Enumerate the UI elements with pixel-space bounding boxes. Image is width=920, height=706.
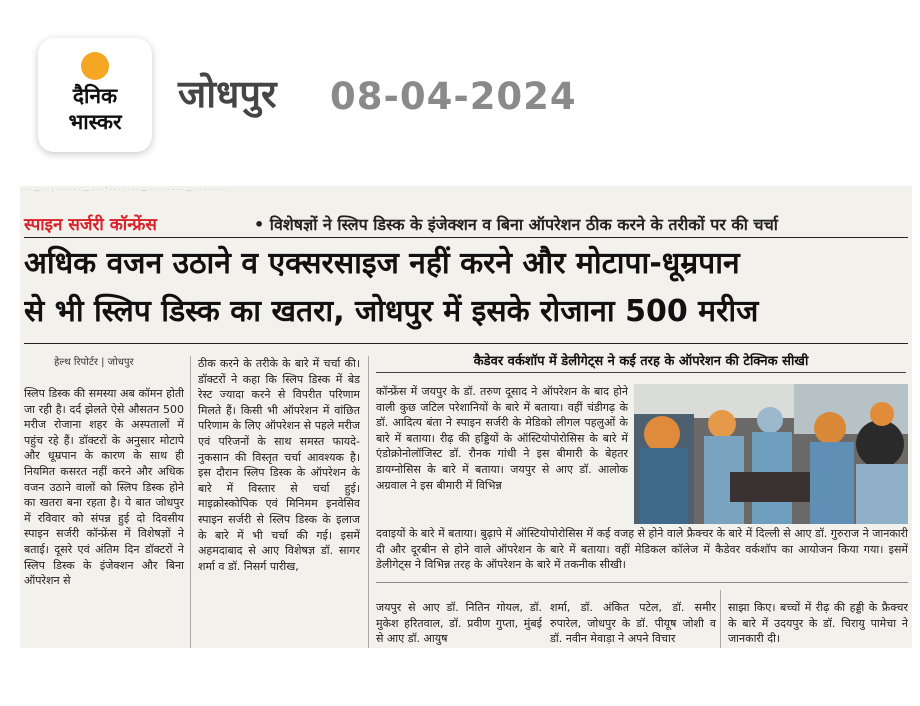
article-column-6: साझा किए। बच्चों में रीढ़ की हड्डी के फ्रैक्चर के बारे में उदयपुर के डॉ. चिरायु पामेचा ने जानकारी दी। bbox=[728, 601, 908, 646]
logo-line2: भास्कर bbox=[68, 110, 122, 134]
workshop-photo-image bbox=[634, 384, 908, 524]
kicker-rule bbox=[24, 237, 908, 238]
column-divider bbox=[720, 590, 721, 648]
byline: हेल्थ रिपोर्टर | जोधपुर bbox=[54, 357, 134, 368]
headline-line1: अधिक वजन उठाने व एक्सरसाइज नहीं करने और मोटापा-धूम्रपान bbox=[24, 246, 740, 281]
sun-icon bbox=[81, 52, 109, 80]
article-column-3: कॉन्फ्रेंस में जयपुर के डॉ. तरुण दूसाद ने ऑपरेशन के बाद होने वाली कुछ जटिल परेशानियों के बारे में बताया। वहीं चंडीगढ़ के डॉ. आदित्य बंता ने स्पाइन सर्जरी के मेडिको लीगल पहलुओं के बारे में बताया। रीढ़ की हड्डियों के ऑस्टियोपोरोसिस के बारे में एंडोक्रोनोलॉजिस्ट डॉ. रौनक गांधी ने इस बीमारी के बेहतर डायग्नोसिस के बारे में बताया। जयपुर से आए डॉ. आलोक अग्रवाल ने इस बीमारी में विभिन्न bbox=[376, 385, 628, 492]
article-column-2: ठीक करने के तरीके के बारे में चर्चा की। डॉक्टरों ने कहा कि स्लिप डिस्क में बेड रेस्ट ज्यादा करने से विपरीत परिणाम मिलते हैं। किसी भी ऑपरेशन में वांछित परिणाम के लिए ऑपरेशन से पहले मरीज एवं परिजनों के साथ समस्त फायदे-नुकसान की विस्तृत चर्चा आवश्यक है। इस दौरान स्लिप डिस्क के ऑपरेशन के बारे में विस्तार से चर्चा हुई। माइक्रोस्कोपिक एवं मिनिमम इनवेसिव स्पाइन सर्जरी से स्लिप डिस्क के इलाज के बारे में भी चर्चा की गई। इसमें अहमदाबाद से आए विशेषज्ञ डॉ. सागर शर्मा व डॉ. निसर्ग पारीख, bbox=[198, 357, 360, 573]
cropped-top-strip: · · · — · · : · · · · · · — · · · ' · · · · · · · — · · · · · · · · — · · · · · · · · bbox=[20, 186, 229, 194]
edition-date: 08-04-2024 bbox=[330, 75, 577, 118]
logo-line1: दैनिक bbox=[72, 84, 118, 108]
column-divider bbox=[368, 356, 369, 648]
sidebar-subhead: कैडेवर वर्कशॉप में डेलीगेट्स ने कई तरह के ऑपरेशन की टेक्निक सीखी bbox=[376, 352, 906, 373]
column-divider bbox=[190, 356, 191, 648]
edition-city: जोधपुर bbox=[178, 72, 277, 116]
headline-rule bbox=[24, 343, 908, 344]
article-wide-paragraph: दवाइयों के बारे में बताया। बुढ़ापे में ऑस्टियोपोरोसिस में कई वजह से होने वाले फ्रैक्चर के बारे में दिल्ली से आए डॉ. गुरुराज ने जानकारी दी और दूरबीन से होने वाले ऑपरेशन के बारे में बताया। वहीं मेडिकल कॉलेज में कैडेवर वर्कशॉप का आयोजन किया गया। इसमें डेलीगेट्स ने विभिन्न तरह के ऑपरेशन के बारे में तकनीक सीखी। bbox=[376, 527, 908, 572]
article-kicker-text: • विशेषज्ञों ने स्लिप डिस्क के इंजेक्शन व बिना ऑपरेशन ठीक करने के तरीकों पर की चर्चा bbox=[254, 215, 778, 234]
article-column-5: शर्मा, डॉ. अंकित पटेल, डॉ. समीर रुपारेल, जोधपुर के डॉ. पीयूष जोशी व डॉ. नवीन मेवाड़ा ने अपने विचार bbox=[550, 601, 716, 646]
article-column-4: जयपुर से आए डॉ. नितिन गोयल, डॉ. मुकेश हरितवाल, डॉ. प्रवीण गुप्ता, मुंबई से आए डॉ. आयुष bbox=[376, 601, 542, 646]
cadaver-workshop-photo bbox=[634, 384, 908, 524]
headline-line2: से भी स्लिप डिस्क का खतरा, जोधपुर में इसके रोजाना 500 मरीज bbox=[24, 294, 759, 329]
article-column-1: स्लिप डिस्क की समस्या अब कॉमन होती जा रही है। दर्द झेलते ऐसे औसतन 500 मरीज रोजाना शहर के अस्पतालों में पहुंच रहे हैं। डॉक्टरों के अनुसार मोटापे और धूम्रपान के कारण के साथ ही नियमित कसरत नहीं करने और अधिक वजन उठाने वालों को स्लिप डिस्क होने का खतरा बना रहता है। ये बात जोधपुर में रविवार को संपन्न हुई दो दिवसीय स्पाइन सर्जरी कॉन्फ्रेंस में विशेषज्ञों ने बताई। दूसरे एवं अंतिम दिन डॉक्टरों ने स्लिप डिस्क के इंजेक्शन और बिना ऑपरेशन से bbox=[24, 387, 184, 588]
newspaper-clipping bbox=[20, 186, 912, 648]
article-kicker: स्पाइन सर्जरी कॉन्फ्रेंस bbox=[24, 215, 157, 235]
dainik-bhaskar-logo bbox=[38, 38, 152, 152]
section-rule bbox=[376, 582, 908, 583]
